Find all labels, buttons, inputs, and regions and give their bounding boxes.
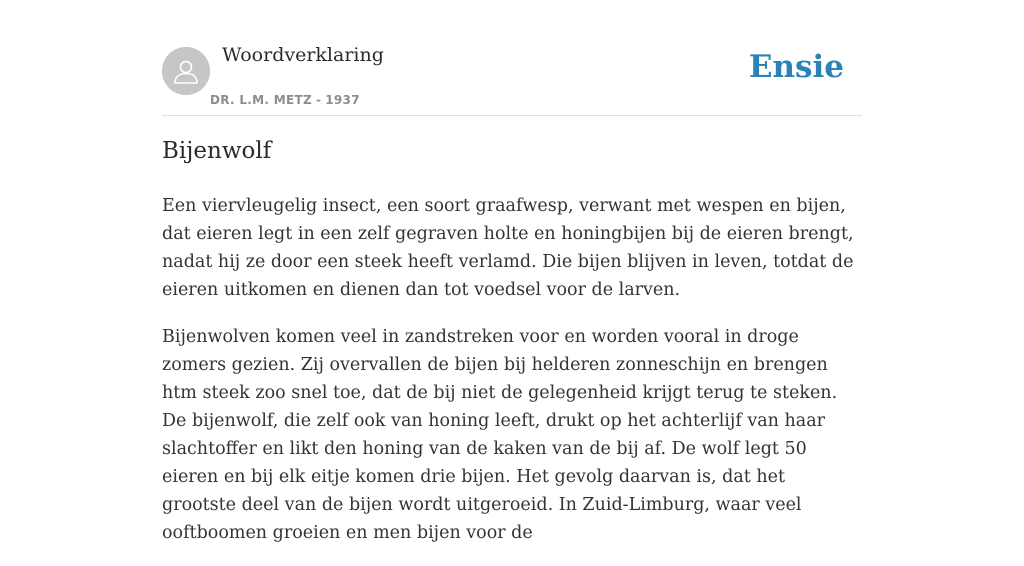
- entry-title: Bijenwolf: [162, 138, 272, 164]
- content-container: [162, 0, 862, 543]
- source-title-link[interactable]: Woordverklaring: [222, 44, 384, 66]
- entry-body: [162, 192, 862, 566]
- user-outline-icon: [162, 47, 210, 95]
- source-meta: [210, 93, 360, 107]
- brand-logo-link[interactable]: Ensie: [748, 49, 844, 85]
- entry-paragraph: Een viervleugelig insect, een soort graafwesp, verwant met wespen en bijen, dat eieren legt in een zelf gegraven holte en honingbijen bij de eieren brengt, nadat hij ze door een steek heeft verlamd. Die bijen blijven in leven, totdat de eieren uitkomen en dienen dan tot voedsel voor de larven.: [162, 196, 854, 300]
- user-avatar-icon[interactable]: [162, 47, 210, 95]
- source-year: 1937: [325, 93, 360, 107]
- meta-separator: -: [315, 93, 322, 107]
- source-author[interactable]: DR. L.M. METZ: [210, 93, 312, 107]
- entry-paragraph: Bijenwolven komen veel in zandstreken voor en worden vooral in droge zomers gezien. Zij overvallen de bijen bij helderen zonneschijn en brengen htm steek zoo snel toe, dat de bij niet de gelegenheid krijgt terug te steken. De bijenwolf, die zelf ook van honing leeft, drukt op het achterlijf van haar slachtoffer en likt den honing van de kaken van de bij af. De wolf legt 50 eieren en bij elk eitje komen drie bijen. Het gevolg daarvan is, dat het grootste deel van de bijen wordt uitgeroeid. In Zuid-Limburg, waar veel ooftboomen groeien en men bijen voor de: [162, 327, 838, 543]
- source-header: [162, 0, 862, 116]
